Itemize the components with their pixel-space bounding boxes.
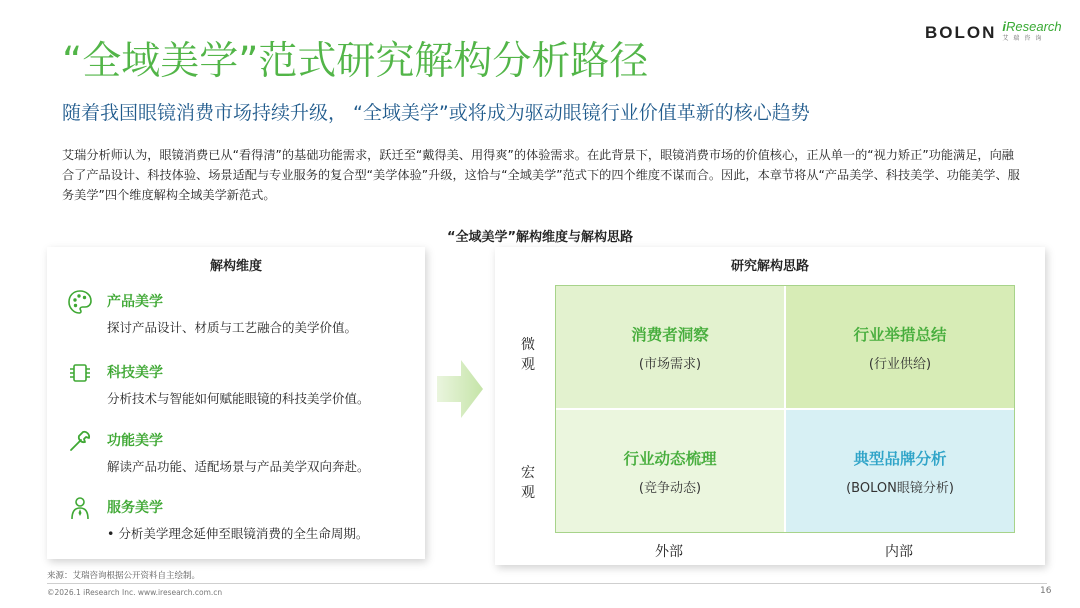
cell-title: 行业举措总结 [853, 325, 947, 344]
chart-heading: “全域美学”解构维度与解构思路 [446, 230, 634, 245]
logo [925, 20, 1062, 46]
dimension-title: 产品美学 [107, 294, 163, 310]
footer-divider [47, 583, 1047, 584]
research-approach-panel [495, 247, 1045, 565]
logo-research: Research [1006, 19, 1062, 34]
source-note: 来源：艾瑞咨询根据公开资料自主绘制。 [47, 571, 201, 581]
x-axis-label-external: 外部 [655, 544, 683, 560]
matrix-cell-industry-measures [785, 285, 1015, 409]
matrix-cell-consumer-insight [555, 285, 785, 409]
cell-subtitle: (行业供给) [868, 356, 932, 372]
arrow-right-icon [437, 360, 483, 418]
cell-subtitle: (BOLON眼镜分析) [846, 480, 954, 496]
approach-heading: 研究解构思路 [730, 259, 809, 274]
dimension-desc: 解读产品功能、适配场景与产品美学双向奔赴。 [107, 459, 370, 474]
iresearch-logo [1002, 20, 1061, 44]
cell-subtitle: (竞争动态) [638, 480, 702, 496]
page-title: “全域美学”范式研究解构分析路径 [62, 39, 649, 84]
logo-i: i [1002, 19, 1007, 34]
cell-title: 行业动态梳理 [623, 449, 717, 468]
matrix-cell-industry-dynamics [555, 409, 785, 533]
body-paragraph: 艾瑞分析师认为，眼镜消费已从“看得清”的基础功能需求，跃迁至“戴得美、用得爽”的体验需求。在此背景下，眼镜消费市场的价值核心，正从单一的“视力矫正”功能满足，向融合了产品设计、科技体验、场景适配与专业服务的复合型“美学体验”升级，这恰与“全域美学”范式下的四个维度不谋而合。因此，本章节将从“产品美学、科技美学、功能美学、服务美学”四个维度解构全域美学新范式。 [62, 148, 1020, 202]
cell-title: 消费者洞察 [631, 325, 709, 344]
wrench-icon [67, 428, 93, 454]
dimension-title: 服务美学 [107, 500, 163, 516]
page-subtitle: 随着我国眼镜消费市场持续升级， “全域美学”或将成为驱动眼镜行业价值革新的核心趋势 [62, 102, 810, 124]
palette-icon [67, 289, 93, 315]
dimensions-heading: 解构维度 [209, 259, 262, 274]
cell-title: 典型品牌分析 [853, 449, 947, 468]
dimension-desc: • 分析美学理念延伸至眼镜消费的全生命周期。 [107, 526, 369, 541]
logo-cn: 艾瑞咨询 [1002, 35, 1047, 42]
dimension-title: 功能美学 [107, 433, 163, 449]
copyright: ©2026.1 iResearch Inc. www.iresearch.com.cn [47, 588, 223, 597]
matrix-cell-brand-analysis [785, 409, 1015, 533]
chip-icon [67, 360, 93, 386]
y-axis-label-macro: 宏观 [521, 465, 535, 501]
dimension-desc: 分析技术与智能如何赋能眼镜的科技美学价值。 [107, 391, 370, 406]
y-axis-label-micro: 微观 [521, 337, 535, 373]
research-matrix [555, 285, 1015, 533]
cell-subtitle: (市场需求) [638, 356, 702, 372]
dimension-desc: 探讨产品设计、材质与工艺融合的美学价值。 [107, 320, 358, 335]
x-axis-label-internal: 内部 [885, 544, 913, 560]
dimension-title: 科技美学 [107, 365, 163, 381]
bolon-logo: BOLON [925, 23, 997, 42]
person-icon [67, 495, 93, 521]
dimensions-panel [47, 247, 425, 559]
page-number: 16 [1040, 586, 1052, 596]
